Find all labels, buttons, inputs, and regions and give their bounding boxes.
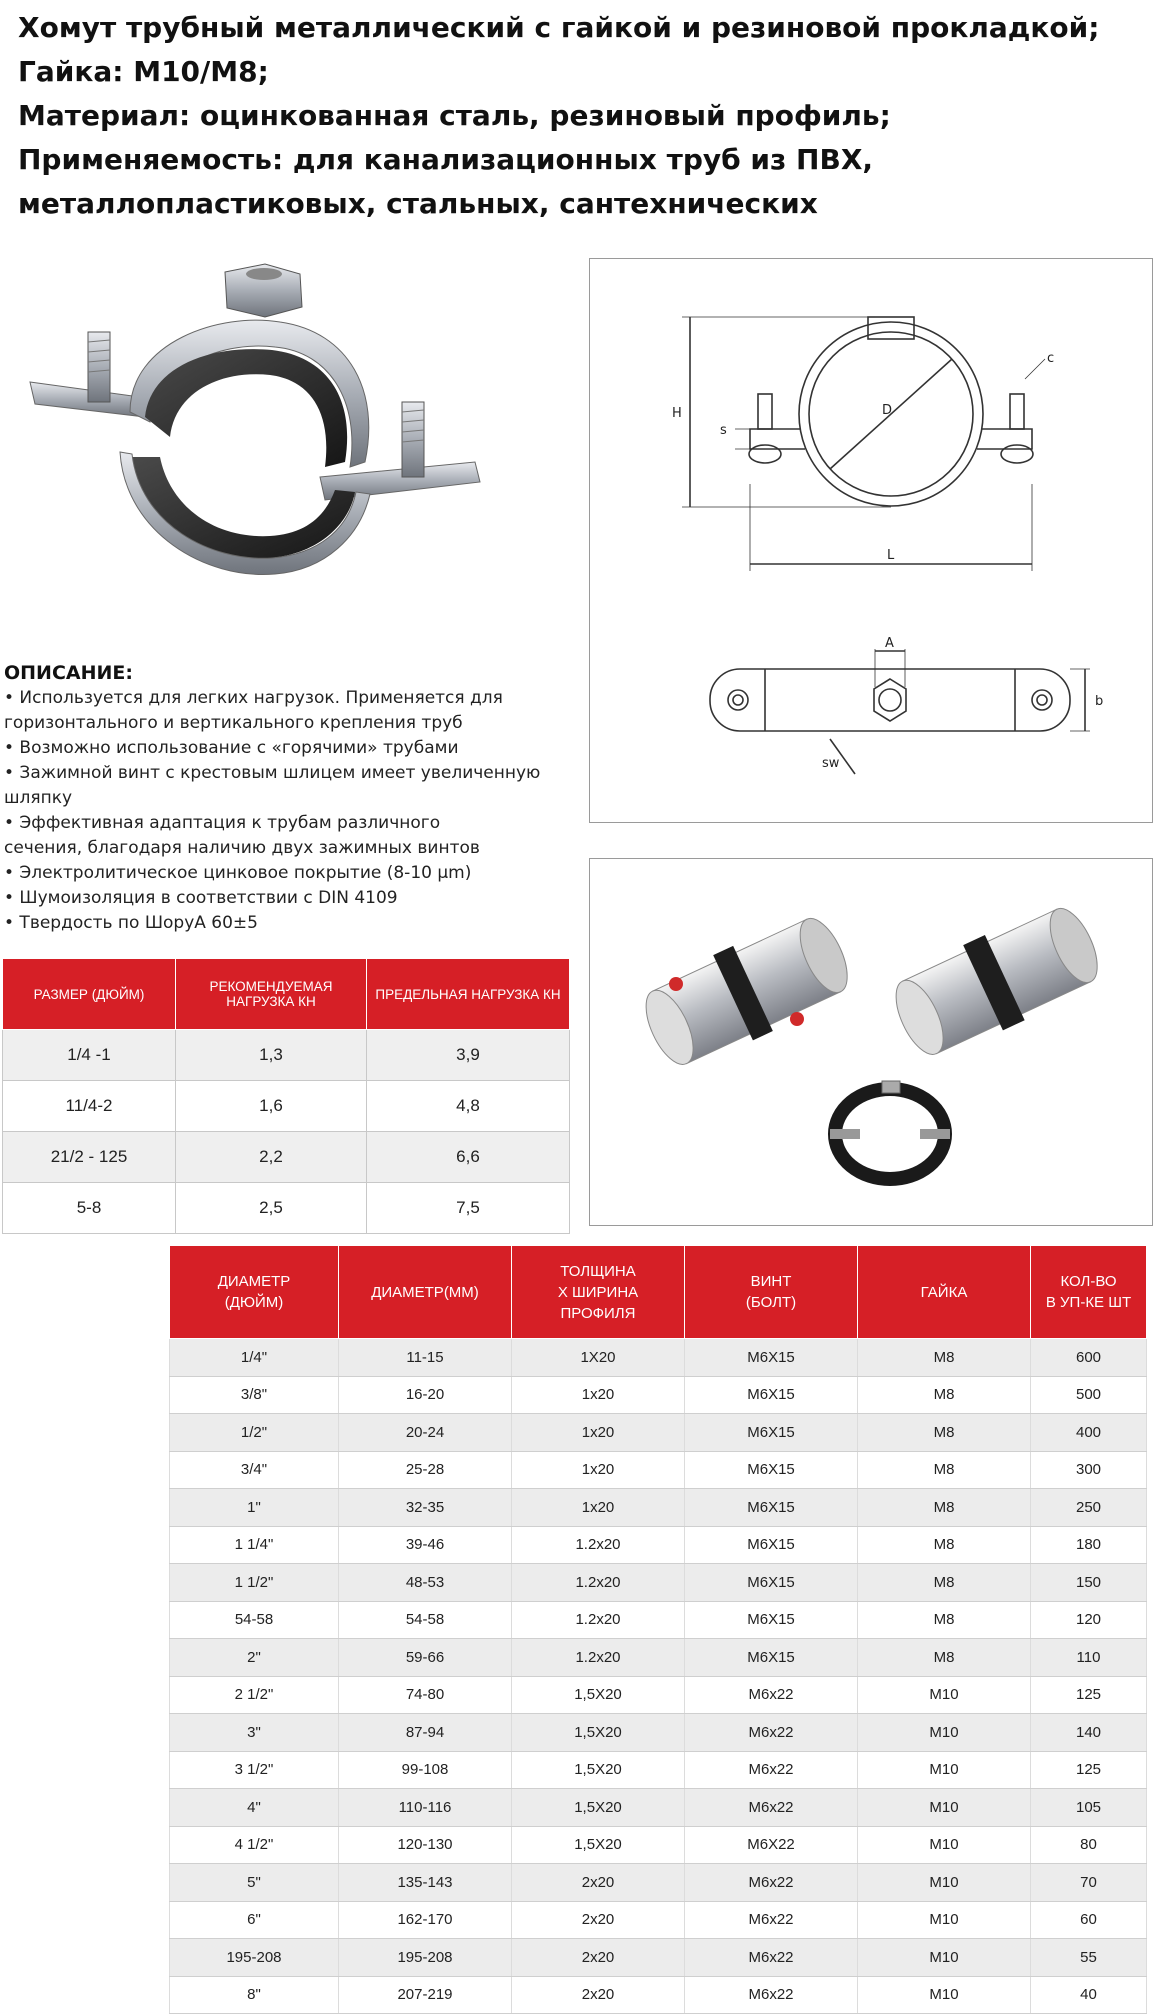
label-s: s bbox=[720, 423, 727, 438]
table-cell: 135-143 bbox=[339, 1864, 512, 1902]
table-cell: 1,5X20 bbox=[512, 1676, 685, 1714]
table-cell: 2 1/2" bbox=[170, 1676, 339, 1714]
table-cell: 2,2 bbox=[176, 1132, 367, 1183]
table-cell: 87-94 bbox=[339, 1714, 512, 1752]
table-cell: 6" bbox=[170, 1901, 339, 1939]
table-cell: 3,9 bbox=[367, 1030, 570, 1081]
table-cell: 11/4-2 bbox=[3, 1081, 176, 1132]
table-cell: 1/2" bbox=[170, 1414, 339, 1452]
table-row bbox=[170, 1976, 1147, 2014]
load-table bbox=[2, 958, 570, 1234]
label-A: A bbox=[885, 636, 894, 651]
spec-header-thickness: ТОЛЩИНА Х ШИРИНА ПРОФИЛЯ bbox=[512, 1246, 685, 1339]
table-cell: 4 1/2" bbox=[170, 1826, 339, 1864]
table-cell: 1,5X20 bbox=[512, 1826, 685, 1864]
description bbox=[4, 660, 564, 936]
table-cell: M10 bbox=[858, 1976, 1031, 2014]
table-cell: 162-170 bbox=[339, 1901, 512, 1939]
table-row bbox=[170, 1376, 1147, 1414]
table-cell: 20-24 bbox=[339, 1414, 512, 1452]
table-row bbox=[170, 1751, 1147, 1789]
table-cell: 1,6 bbox=[176, 1081, 367, 1132]
table-cell: 25-28 bbox=[339, 1451, 512, 1489]
table-cell: 140 bbox=[1031, 1714, 1147, 1752]
table-row bbox=[3, 1132, 570, 1183]
table-row bbox=[170, 1526, 1147, 1564]
table-row bbox=[170, 1826, 1147, 1864]
load-header-recommended: РЕКОМЕНДУЕМАЯ НАГРУЗКА КН bbox=[176, 959, 367, 1030]
table-cell: 1.2x20 bbox=[512, 1639, 685, 1677]
table-row bbox=[170, 1939, 1147, 1977]
description-item: • Эффективная адаптация к трубам различного сечения, благодаря наличию двух зажимных винтов bbox=[4, 813, 480, 858]
product-photo bbox=[20, 262, 530, 602]
table-cell: M10 bbox=[858, 1789, 1031, 1827]
table-cell: 5" bbox=[170, 1864, 339, 1902]
table-row bbox=[170, 1339, 1147, 1377]
table-cell: 80 bbox=[1031, 1826, 1147, 1864]
label-b: b bbox=[1095, 694, 1104, 709]
table-cell: M6X15 bbox=[685, 1639, 858, 1677]
description-item: • Используется для легких нагрузок. Применяется для горизонтального и вертикального крепления труб bbox=[4, 688, 503, 733]
table-cell: 195-208 bbox=[170, 1939, 339, 1977]
table-cell: 5-8 bbox=[3, 1183, 176, 1234]
title-line: Хомут трубный металлический с гайкой и резиновой прокладкой; bbox=[18, 11, 1100, 44]
table-cell: 1x20 bbox=[512, 1451, 685, 1489]
table-cell: 1,3 bbox=[176, 1030, 367, 1081]
label-c: c bbox=[1047, 351, 1055, 366]
table-cell: M8 bbox=[858, 1564, 1031, 1602]
table-row bbox=[170, 1639, 1147, 1677]
product-title bbox=[18, 6, 1148, 226]
table-cell: 48-53 bbox=[339, 1564, 512, 1602]
table-cell: 2x20 bbox=[512, 1976, 685, 2014]
table-cell: M6X15 bbox=[685, 1489, 858, 1527]
table-cell: M10 bbox=[858, 1826, 1031, 1864]
table-cell: 54-58 bbox=[339, 1601, 512, 1639]
table-row bbox=[170, 1451, 1147, 1489]
table-cell: M10 bbox=[858, 1751, 1031, 1789]
table-cell: 11-15 bbox=[339, 1339, 512, 1377]
spec-header-screw: ВИНТ (БОЛТ) bbox=[685, 1246, 858, 1339]
table-row bbox=[3, 1030, 570, 1081]
table-cell: 32-35 bbox=[339, 1489, 512, 1527]
table-cell: M8 bbox=[858, 1451, 1031, 1489]
table-cell: M10 bbox=[858, 1676, 1031, 1714]
table-cell: 2,5 bbox=[176, 1183, 367, 1234]
table-row bbox=[170, 1414, 1147, 1452]
table-cell: 1.2x20 bbox=[512, 1526, 685, 1564]
table-cell: M6X15 bbox=[685, 1526, 858, 1564]
table-cell: 55 bbox=[1031, 1939, 1147, 1977]
table-cell: 2" bbox=[170, 1639, 339, 1677]
table-cell: 1x20 bbox=[512, 1489, 685, 1527]
table-cell: 150 bbox=[1031, 1564, 1147, 1602]
table-cell: M10 bbox=[858, 1939, 1031, 1977]
table-cell: M8 bbox=[858, 1601, 1031, 1639]
table-cell: 1" bbox=[170, 1489, 339, 1527]
table-cell: 125 bbox=[1031, 1751, 1147, 1789]
table-cell: 125 bbox=[1031, 1676, 1147, 1714]
table-cell: 207-219 bbox=[339, 1976, 512, 2014]
table-cell: 40 bbox=[1031, 1976, 1147, 2014]
table-cell: 105 bbox=[1031, 1789, 1147, 1827]
table-cell: M6x22 bbox=[685, 1939, 858, 1977]
table-row bbox=[170, 1789, 1147, 1827]
table-cell: 54-58 bbox=[170, 1601, 339, 1639]
table-cell: 600 bbox=[1031, 1339, 1147, 1377]
table-cell: 3/4" bbox=[170, 1451, 339, 1489]
table-row bbox=[3, 1081, 570, 1132]
technical-drawing bbox=[589, 258, 1153, 823]
table-cell: 120-130 bbox=[339, 1826, 512, 1864]
table-cell: 1/4 -1 bbox=[3, 1030, 176, 1081]
table-cell: M6x22 bbox=[685, 1901, 858, 1939]
title-line: металлопластиковых, стальных, сантехнических bbox=[18, 187, 818, 220]
description-item: • Твердость по ШоруА 60±5 bbox=[4, 913, 258, 933]
spec-table bbox=[169, 1245, 1147, 2014]
table-cell: 250 bbox=[1031, 1489, 1147, 1527]
table-cell: M6x22 bbox=[685, 1864, 858, 1902]
table-cell: 195-208 bbox=[339, 1939, 512, 1977]
table-row bbox=[3, 1183, 570, 1234]
label-sw: sw bbox=[822, 756, 840, 771]
table-cell: 60 bbox=[1031, 1901, 1147, 1939]
table-cell: 1,5X20 bbox=[512, 1714, 685, 1752]
table-cell: M8 bbox=[858, 1489, 1031, 1527]
table-cell: 2x20 bbox=[512, 1901, 685, 1939]
table-cell: M6X15 bbox=[685, 1339, 858, 1377]
table-cell: 59-66 bbox=[339, 1639, 512, 1677]
table-cell: 500 bbox=[1031, 1376, 1147, 1414]
table-cell: 110 bbox=[1031, 1639, 1147, 1677]
spec-header-diameter-mm: ДИАМЕТР(ММ) bbox=[339, 1246, 512, 1339]
table-cell: M6x22 bbox=[685, 1751, 858, 1789]
table-cell: 2x20 bbox=[512, 1864, 685, 1902]
table-cell: 2x20 bbox=[512, 1939, 685, 1977]
table-cell: 8" bbox=[170, 1976, 339, 2014]
description-item: • Шумоизоляция в соответствии с DIN 4109 bbox=[4, 888, 398, 908]
description-item: • Электролитическое цинковое покрытие (8-10 μm) bbox=[4, 863, 472, 883]
table-row bbox=[170, 1864, 1147, 1902]
table-cell: M6x22 bbox=[685, 1976, 858, 2014]
table-cell: M6X15 bbox=[685, 1414, 858, 1452]
table-cell: 1,5X20 bbox=[512, 1751, 685, 1789]
table-row bbox=[170, 1901, 1147, 1939]
table-cell: M8 bbox=[858, 1526, 1031, 1564]
table-cell: 1.2x20 bbox=[512, 1564, 685, 1602]
table-cell: 70 bbox=[1031, 1864, 1147, 1902]
table-cell: M8 bbox=[858, 1639, 1031, 1677]
table-cell: 1,5X20 bbox=[512, 1789, 685, 1827]
table-cell: 1 1/4" bbox=[170, 1526, 339, 1564]
table-cell: M10 bbox=[858, 1864, 1031, 1902]
table-cell: 16-20 bbox=[339, 1376, 512, 1414]
table-cell: 4,8 bbox=[367, 1081, 570, 1132]
table-cell: 99-108 bbox=[339, 1751, 512, 1789]
table-cell: M6X15 bbox=[685, 1451, 858, 1489]
table-cell: 3" bbox=[170, 1714, 339, 1752]
table-cell: 39-46 bbox=[339, 1526, 512, 1564]
table-cell: M6x22 bbox=[685, 1714, 858, 1752]
table-cell: 21/2 - 125 bbox=[3, 1132, 176, 1183]
label-D: D bbox=[882, 403, 893, 418]
description-heading: ОПИСАНИЕ: bbox=[4, 662, 133, 684]
table-cell: 74-80 bbox=[339, 1676, 512, 1714]
installation-render bbox=[589, 858, 1153, 1226]
load-header-size: РАЗМЕР (ДЮЙМ) bbox=[3, 959, 176, 1030]
table-cell: M8 bbox=[858, 1376, 1031, 1414]
spec-header-diameter-inch: ДИАМЕТР (ДЮЙМ) bbox=[170, 1246, 339, 1339]
table-cell: 300 bbox=[1031, 1451, 1147, 1489]
table-cell: M6X15 bbox=[685, 1601, 858, 1639]
table-cell: 1x20 bbox=[512, 1414, 685, 1452]
table-row bbox=[170, 1601, 1147, 1639]
spec-header-quantity: КОЛ-ВО В УП-КЕ ШТ bbox=[1031, 1246, 1147, 1339]
table-cell: 7,5 bbox=[367, 1183, 570, 1234]
table-cell: 6,6 bbox=[367, 1132, 570, 1183]
table-row bbox=[170, 1676, 1147, 1714]
table-cell: 1/4" bbox=[170, 1339, 339, 1377]
table-cell: M6X15 bbox=[685, 1564, 858, 1602]
table-cell: M10 bbox=[858, 1714, 1031, 1752]
table-cell: M6X22 bbox=[685, 1826, 858, 1864]
table-row bbox=[170, 1714, 1147, 1752]
table-cell: 3 1/2" bbox=[170, 1751, 339, 1789]
table-cell: 3/8" bbox=[170, 1376, 339, 1414]
table-row bbox=[170, 1489, 1147, 1527]
table-cell: M6X15 bbox=[685, 1376, 858, 1414]
title-line: Материал: оцинкованная сталь, резиновый профиль; bbox=[18, 99, 891, 132]
label-L: L bbox=[887, 548, 895, 563]
table-cell: M6x22 bbox=[685, 1789, 858, 1827]
load-header-limit: ПРЕДЕЛЬНАЯ НАГРУЗКА КН bbox=[367, 959, 570, 1030]
table-cell: 1.2x20 bbox=[512, 1601, 685, 1639]
table-cell: 4" bbox=[170, 1789, 339, 1827]
table-cell: M6x22 bbox=[685, 1676, 858, 1714]
table-row bbox=[170, 1564, 1147, 1602]
table-cell: 1x20 bbox=[512, 1376, 685, 1414]
title-line: Применяемость: для канализационных труб из ПВХ, bbox=[18, 143, 874, 176]
table-cell: M10 bbox=[858, 1901, 1031, 1939]
description-item: • Возможно использование с «горячими» трубами bbox=[4, 738, 459, 758]
title-line: Гайка: М10/М8; bbox=[18, 55, 269, 88]
table-cell: 120 bbox=[1031, 1601, 1147, 1639]
table-cell: M8 bbox=[858, 1414, 1031, 1452]
table-cell: 1 1/2" bbox=[170, 1564, 339, 1602]
spec-header-nut: ГАЙКА bbox=[858, 1246, 1031, 1339]
table-cell: 180 bbox=[1031, 1526, 1147, 1564]
label-H: H bbox=[672, 406, 682, 421]
table-cell: 1X20 bbox=[512, 1339, 685, 1377]
table-cell: 110-116 bbox=[339, 1789, 512, 1827]
table-cell: 400 bbox=[1031, 1414, 1147, 1452]
table-cell: M8 bbox=[858, 1339, 1031, 1377]
description-item: • Зажимной винт с крестовым шлицем имеет увеличенную шляпку bbox=[4, 763, 541, 808]
